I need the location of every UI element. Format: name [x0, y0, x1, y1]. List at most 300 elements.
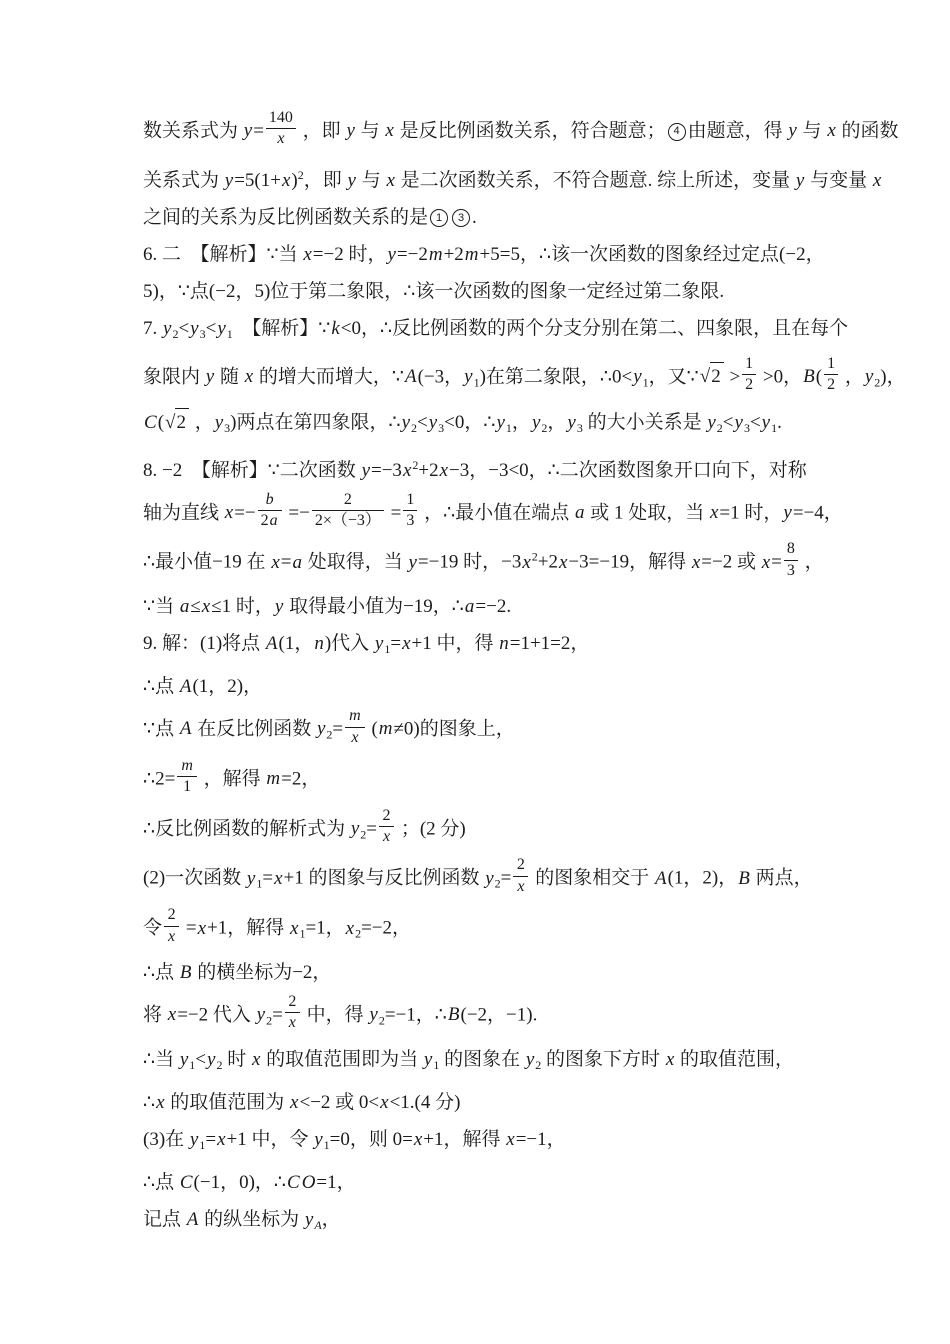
q5-cont-line-2: [143, 162, 882, 194]
text-run: 轴为直线: [143, 501, 224, 523]
text-run: (1，2)，: [192, 676, 263, 698]
text-run: 2: [516, 856, 525, 874]
text-run: 关系式为: [143, 169, 224, 191]
math-variable: x: [351, 728, 359, 746]
math-variable: y: [256, 1004, 266, 1026]
math-variable: B: [803, 366, 815, 388]
math-variable: C: [179, 1171, 193, 1193]
math-variable: y: [567, 411, 576, 433]
text-run: ∴2=: [143, 768, 176, 790]
text-run: =1，: [316, 1171, 356, 1193]
math-variable: x: [290, 917, 299, 939]
text-run: =1，: [305, 917, 345, 939]
q9-line-2: [143, 673, 873, 700]
text-run: 的取值范围为: [165, 1091, 290, 1113]
subscript: 3: [199, 326, 206, 341]
q6-line-2: [143, 278, 873, 305]
subscript: 1: [433, 1057, 440, 1072]
subscript: 2: [411, 420, 418, 435]
math-variable: x: [251, 1048, 261, 1070]
superscript: 2: [412, 457, 419, 472]
math-variable: y: [163, 317, 172, 339]
superscript: 2: [531, 549, 538, 564]
text-run: 140: [268, 109, 293, 126]
text-run: ∵当: [143, 596, 179, 618]
text-run: =: [280, 551, 292, 573]
text-run: 2: [745, 376, 754, 394]
text-run: 由题意，得: [687, 120, 788, 142]
text-run: <: [195, 1048, 206, 1070]
subscript: 2: [360, 826, 367, 841]
fraction-numerator: [164, 906, 179, 926]
q5-cont-line-3: [143, 204, 873, 231]
text-run: =: [262, 867, 274, 889]
fraction-numerator: [784, 540, 798, 560]
math-variable: y: [350, 817, 360, 839]
subscript: 1: [256, 876, 263, 891]
math-variable: y: [633, 366, 642, 388]
math-variable: x: [383, 828, 391, 846]
text-run: =−19 时，−3: [417, 551, 522, 573]
math-variable: y: [788, 120, 797, 142]
text-run: 象限内: [143, 366, 205, 388]
math-variable: x: [517, 877, 525, 895]
fraction-denominator: [312, 511, 384, 530]
q8-line-4: [143, 593, 873, 620]
text-run: =: [390, 633, 402, 655]
text-run: 的取值范围，: [675, 1048, 795, 1070]
text-run: ): [291, 169, 298, 191]
text-run: ∴点: [143, 1171, 179, 1193]
subscript: 2: [266, 1013, 273, 1028]
q9-line-8: [143, 959, 873, 986]
math-variable: y: [224, 169, 234, 191]
circled-number: 3: [452, 209, 470, 227]
text-run: +2: [418, 459, 439, 481]
math-variable: a: [179, 596, 190, 618]
text-run: 时: [222, 1048, 251, 1070]
subscript: 2: [172, 326, 179, 341]
q9-line-3: [143, 707, 873, 750]
math-variable: m: [181, 756, 193, 774]
math-variable: x: [522, 551, 531, 573]
math-variable: m: [428, 243, 443, 265]
text-run: =−: [283, 501, 310, 523]
text-run: <: [417, 411, 428, 433]
text-run: <1.(4 分): [389, 1091, 461, 1113]
math-variable: y: [734, 411, 743, 433]
fraction-numerator: [513, 856, 528, 876]
q7-line-2: [143, 354, 906, 398]
superscript: 2: [297, 167, 304, 182]
fraction: [177, 757, 197, 797]
math-variable: y: [485, 867, 494, 889]
text-run: =: [205, 1128, 217, 1150]
q9-line-11: [143, 1089, 873, 1116]
text-run: (1，: [278, 633, 314, 655]
math-variable: x: [506, 1128, 515, 1150]
text-run: ∴点: [143, 676, 179, 698]
text-run: <: [178, 317, 190, 339]
text-run: =1 时，: [719, 501, 783, 523]
text-run: =−2.: [475, 596, 512, 618]
math-variable: x: [277, 130, 285, 148]
text-run: 2: [288, 993, 297, 1011]
math-variable: y: [496, 411, 505, 433]
q9-line-6: [143, 856, 873, 899]
text-run: 的大小关系是: [582, 411, 707, 433]
text-run: 处取得，当: [302, 551, 408, 573]
math-variable: a: [292, 551, 302, 573]
subscript: 2: [541, 420, 548, 435]
text-run: ；(2 分): [396, 817, 466, 839]
text-run: 与: [356, 169, 386, 191]
text-run: +1 的图象与反比例函数: [283, 867, 485, 889]
text-run: =: [332, 718, 344, 740]
math-variable: y: [243, 120, 253, 142]
math-variable: y: [316, 718, 326, 740]
text-run: <0，∴: [444, 411, 496, 433]
text-run: =: [385, 501, 402, 523]
subscript: 2: [535, 1057, 542, 1072]
math-variable: y: [217, 317, 226, 339]
subscript: 3: [576, 420, 583, 435]
math-variable: x: [167, 1004, 177, 1026]
fraction-denominator: [285, 1013, 300, 1032]
text-run: 2: [827, 376, 836, 394]
q9-line-4: [143, 756, 873, 800]
q9-line-9: [143, 993, 873, 1036]
text-run: 记点: [143, 1208, 186, 1230]
text-run: ≠0)的图象上，: [393, 718, 515, 740]
text-run: ，解得: [198, 768, 266, 790]
q7-line-1: [143, 315, 873, 348]
math-variable: x: [385, 120, 394, 142]
math-variable: B: [447, 1004, 460, 1026]
text-run: 是二次函数关系，不符合题意. 综上所述，变量: [395, 169, 795, 191]
text-run: <: [749, 411, 761, 433]
math-variable: m: [349, 707, 361, 725]
subscript: 2: [874, 375, 881, 390]
subscript: 3: [438, 420, 445, 435]
math-variable: b: [265, 490, 274, 508]
math-variable: y: [428, 411, 438, 433]
text-run: 2: [382, 806, 391, 824]
text-run: =−: [234, 501, 256, 523]
text-run: 的图象下方时: [541, 1048, 665, 1070]
math-variable: y: [207, 1048, 216, 1070]
document-content: [143, 109, 906, 1249]
math-variable: x: [290, 1091, 299, 1113]
math-variable: y: [525, 1048, 535, 1070]
math-variable: x: [827, 120, 836, 142]
text-run: =0，则 0=: [329, 1128, 413, 1150]
text-run: 1: [406, 490, 415, 508]
q9-line-7: [143, 906, 873, 949]
text-run: <: [205, 317, 217, 339]
text-run: >: [724, 366, 741, 388]
fraction: [513, 856, 528, 896]
math-variable: y: [423, 1048, 433, 1070]
text-run: =−2 代入: [177, 1004, 256, 1026]
sqrt-radical: [165, 408, 189, 436]
text-run: 3: [406, 511, 415, 529]
math-variable: x: [558, 551, 568, 573]
text-run: .: [777, 411, 782, 433]
subscript: 1: [323, 1137, 330, 1152]
fraction-denominator: [164, 927, 179, 946]
math-variable: x: [288, 1014, 296, 1032]
math-variable: x: [380, 1091, 389, 1113]
fraction-denominator: [345, 728, 365, 747]
fraction: [824, 355, 838, 395]
math-variable: A: [186, 1208, 199, 1230]
text-run: +1 中，令: [226, 1128, 314, 1150]
q9-line-1: [143, 630, 873, 663]
fraction-numerator: [403, 491, 417, 511]
text-run: 2: [343, 490, 352, 508]
text-run: +1，解得: [207, 917, 289, 939]
text-run: =−2 或: [701, 551, 761, 573]
text-run: =: [181, 917, 197, 939]
text-run: 与: [797, 120, 827, 142]
text-run: =−1，∴: [384, 1004, 447, 1026]
q8-line-2: [143, 490, 873, 534]
math-variable: y: [274, 596, 284, 618]
subscript: A: [314, 1217, 322, 1232]
subscript: 1: [299, 926, 306, 941]
text-run: ，: [511, 411, 531, 433]
fraction-numerator: [345, 707, 365, 727]
text-run: 的纵坐标为: [199, 1208, 304, 1230]
text-run: )两点在第四象限，∴: [230, 411, 401, 433]
q9-line-5: [143, 806, 873, 850]
math-variable: x: [386, 169, 395, 191]
subscript: 1: [473, 375, 480, 390]
math-variable: a: [269, 511, 278, 529]
text-run: =: [272, 1004, 283, 1026]
subscript: 1: [189, 1057, 196, 1072]
math-variable: x: [439, 459, 449, 481]
math-variable: y: [214, 411, 224, 433]
text-run: (3)在: [143, 1128, 189, 1150]
text-run: ，: [799, 551, 824, 573]
text-run: 1: [827, 354, 836, 372]
math-variable: y: [361, 459, 370, 481]
math-variable: x: [271, 551, 280, 573]
math-variable: x: [709, 501, 719, 523]
fraction-numerator: [379, 807, 394, 827]
fraction-denominator: [403, 511, 417, 530]
q9-line-13: [143, 1169, 873, 1196]
math-variable: y: [179, 1048, 189, 1070]
math-variable: B: [738, 867, 750, 889]
q5-cont-line-1: [143, 109, 899, 152]
q9-line-12: [143, 1126, 873, 1159]
math-variable: y: [246, 867, 256, 889]
math-variable: y: [387, 243, 396, 265]
text-run: <−2 或 0<: [299, 1091, 380, 1113]
math-variable: y: [761, 411, 771, 433]
text-run: ，∴最小值在端点: [419, 501, 574, 523]
text-run: (−2，−1).: [460, 1004, 538, 1026]
radicand: 2: [175, 408, 189, 436]
text-run: ，又∵: [648, 366, 699, 388]
text-run: =2，: [281, 768, 321, 790]
text-run: 的图象相交于: [530, 867, 654, 889]
math-variable: y: [304, 1208, 314, 1230]
subscript: 3: [224, 420, 231, 435]
radical-sign-icon: √: [165, 411, 176, 433]
text-run: 2: [260, 511, 269, 529]
fraction: [403, 491, 417, 531]
math-variable: A: [655, 867, 667, 889]
math-variable: x: [274, 867, 283, 889]
fraction-numerator: [312, 491, 384, 511]
text-run: ∴反比例函数的解析式为: [143, 817, 350, 839]
text-run: =: [253, 120, 264, 142]
q8-line-1: [143, 452, 873, 484]
text-run: =−2: [396, 243, 428, 265]
text-run: <0，∴反比例函数的两个分支分别在第二、四象限，且在每个: [340, 317, 849, 339]
text-run: 令: [143, 917, 163, 939]
text-run: ≤: [190, 596, 201, 618]
fraction-numerator: [824, 355, 838, 375]
fraction: [379, 807, 394, 847]
q9-line-14: [143, 1206, 873, 1239]
text-run: +2: [537, 551, 558, 573]
subscript: 1: [642, 375, 649, 390]
text-run: 9. 解：(1)将点: [143, 633, 265, 655]
math-variable: y: [369, 1004, 378, 1026]
math-variable: x: [281, 169, 291, 191]
subscript: 2: [326, 727, 333, 742]
math-variable: m: [378, 718, 393, 740]
text-run: 1: [183, 778, 192, 796]
math-variable: C: [144, 411, 157, 433]
text-run: 8: [786, 540, 795, 558]
math-variable: n: [499, 633, 509, 655]
text-run: −3=−19，解得: [568, 551, 691, 573]
text-run: +2: [443, 243, 464, 265]
text-run: (−3，: [417, 366, 464, 388]
fraction-numerator: [285, 993, 300, 1013]
text-run: <: [722, 411, 734, 433]
math-variable: m: [266, 768, 281, 790]
text-run: 数关系式为: [143, 120, 243, 142]
text-run: 1: [745, 354, 754, 372]
math-variable: x: [224, 501, 234, 523]
q8-line-3: [143, 540, 873, 583]
text-run: ，即: [297, 120, 346, 142]
fraction-denominator: [824, 375, 838, 394]
subscript: 3: [743, 420, 750, 435]
fraction-denominator: [513, 877, 528, 896]
text-run: ，即: [303, 169, 347, 191]
fraction-denominator: [266, 129, 296, 148]
text-run: 或 1 处取，当: [585, 501, 709, 523]
math-variable: x: [197, 917, 207, 939]
fraction-denominator: [177, 777, 197, 796]
text-run: 中，得: [301, 1004, 369, 1026]
text-run: ，: [321, 1208, 341, 1230]
fraction-denominator: [258, 511, 282, 530]
subscript: 2: [355, 926, 362, 941]
text-run: 6. 二 【解析】∵当: [143, 243, 303, 265]
text-run: 取得最小值为−19，∴: [284, 596, 464, 618]
text-run: 是反比例函数关系，符合题意；: [394, 120, 666, 142]
fraction-denominator: [379, 827, 394, 846]
subscript: 1: [771, 420, 778, 435]
text-run: )，: [880, 366, 906, 388]
math-variable: B: [179, 962, 192, 984]
math-variable: C: [287, 1171, 300, 1193]
text-run: =−2，: [361, 917, 412, 939]
text-run: +5=5，∴该一次函数的图象经过定点(−2，: [479, 243, 825, 265]
subscript: 2: [494, 876, 501, 891]
text-run: (−1，0)，∴: [193, 1171, 286, 1193]
text-run: 在反比例函数: [192, 718, 316, 740]
fraction-numerator: [177, 757, 197, 777]
math-variable: m: [464, 243, 479, 265]
text-run: ∴当: [143, 1048, 179, 1070]
subscript: 1: [199, 1137, 206, 1152]
subscript: 2: [716, 420, 723, 435]
radical-sign-icon: √: [699, 366, 711, 388]
q6-line-1: [143, 241, 873, 268]
text-run: 7.: [143, 317, 162, 339]
text-run: (: [157, 411, 165, 433]
radicand: 2: [710, 362, 724, 390]
subscript: 2: [216, 1057, 223, 1072]
text-run: 的函数: [836, 120, 899, 142]
text-run: 2: [167, 906, 176, 924]
math-variable: y: [346, 120, 355, 142]
text-run: =−4，: [792, 501, 843, 523]
text-run: 2×（−3）: [314, 511, 381, 529]
fraction: [345, 707, 365, 747]
math-variable: x: [303, 243, 312, 265]
math-variable: x: [665, 1048, 675, 1070]
math-variable: A: [179, 718, 192, 740]
text-run: >0，: [758, 366, 803, 388]
text-run: 【解析】∵: [232, 317, 331, 339]
fraction: [784, 540, 798, 580]
fraction-denominator: [784, 561, 798, 580]
text-run: =−2 时，: [312, 243, 387, 265]
math-variable: y: [783, 501, 792, 523]
text-run: ≤1 时，: [211, 596, 274, 618]
math-variable: n: [314, 633, 324, 655]
math-variable: a: [464, 596, 475, 618]
text-run: =5(1+: [234, 169, 281, 191]
fraction: [312, 491, 384, 531]
text-run: =−3: [371, 459, 402, 481]
text-run: (2)一次函数: [143, 867, 246, 889]
math-variable: x: [156, 1091, 165, 1113]
fraction-numerator: [266, 109, 296, 129]
math-variable: x: [244, 366, 254, 388]
text-run: =: [500, 867, 512, 889]
math-variable: y: [347, 169, 356, 191]
math-variable: k: [331, 317, 340, 339]
text-run: ∴最小值−19 在: [143, 551, 271, 573]
text-run: )在第二象限，∴0<: [479, 366, 633, 388]
math-variable: x: [402, 633, 411, 655]
math-variable: y: [401, 411, 411, 433]
text-run: ，: [189, 411, 214, 433]
math-variable: a: [574, 501, 585, 523]
